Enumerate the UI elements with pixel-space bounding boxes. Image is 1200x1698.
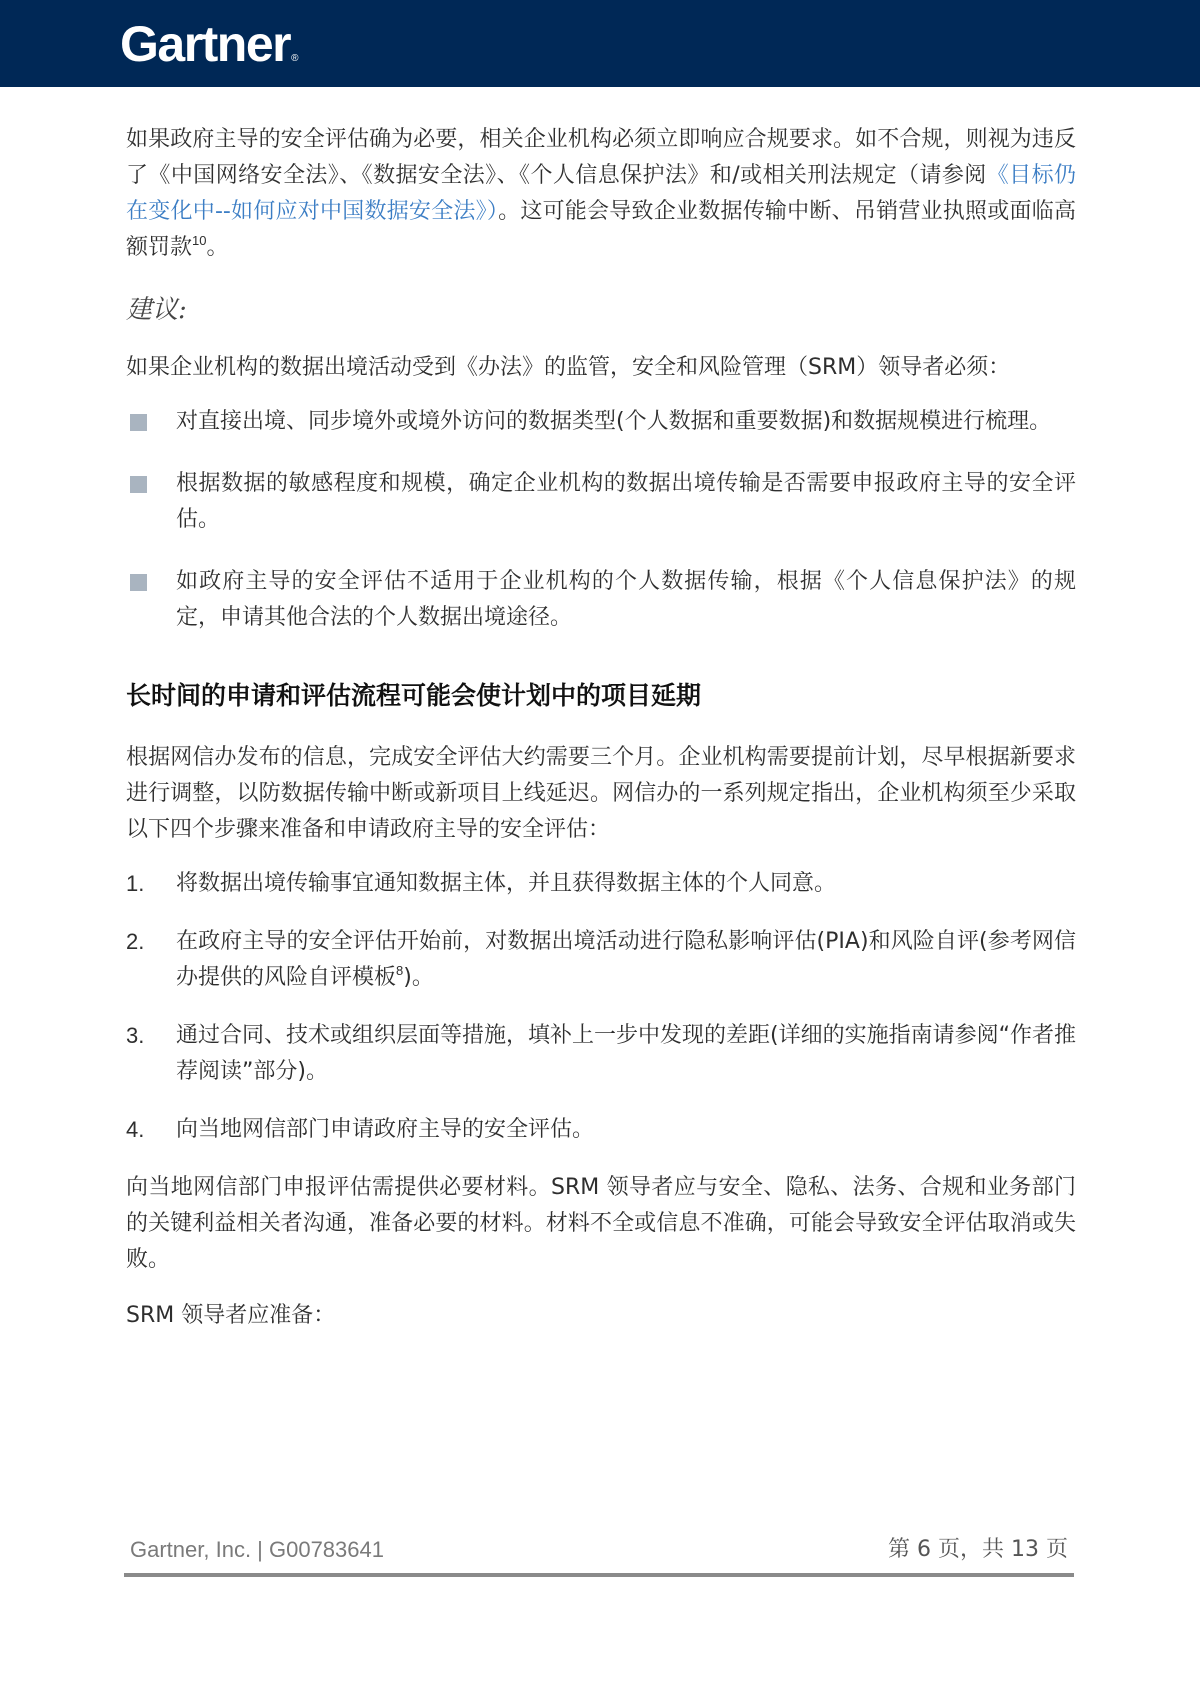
registered-mark-icon: ® <box>291 53 299 64</box>
footnote-ref[interactable]: 10 <box>192 233 207 248</box>
recommendations-intro: 如果企业机构的数据出境活动受到《办法》的监管，安全和风险管理（SRM）领导者必须： <box>126 355 1011 380</box>
logo-text: Gartner <box>120 16 291 72</box>
step-number: 1. <box>126 871 145 896</box>
page-number: 第 6 页，共 13 页 <box>888 1537 1068 1562</box>
list-item <box>126 1112 1076 1148</box>
list-item-text: 如政府主导的安全评估不适用于企业机构的个人数据传输，根据《个人信息保护法》的规定，申请其他合法的个人数据出境途径。 <box>176 569 1076 630</box>
step-text: 向当地网信部门申请政府主导的安全评估。 <box>176 1117 595 1142</box>
step-number: 2. <box>126 929 145 954</box>
gartner-logo <box>120 14 299 89</box>
recommendations-list <box>126 404 1076 636</box>
step-text: 在政府主导的安全评估开始前，对数据出境活动进行隐私影响评估(PIA)和风险自评(参考网信办提供的风险自评模板 <box>176 929 1076 990</box>
step-number: 4. <box>126 1117 145 1142</box>
page-footer <box>124 1527 1074 1577</box>
page-header <box>0 0 1200 87</box>
step-number: 3. <box>126 1023 145 1048</box>
intro-text-part1: 如果政府主导的安全评估确为必要，相关企业机构必须立即响应合规要求。如不合规，则视为违反了《中国网络安全法》、《数据安全法》、《个人信息保护法》和/或相关刑法规定（请参阅 <box>126 127 1076 188</box>
list-item <box>126 404 1076 440</box>
step-text-tail: )。 <box>403 965 434 990</box>
list-item <box>126 466 1076 538</box>
section-heading: 长时间的申请和评估流程可能会使计划中的项目延期 <box>126 681 702 710</box>
square-bullet-icon <box>130 574 147 591</box>
prepare-line: SRM 领导者应准备： <box>126 1303 336 1328</box>
intro-paragraph <box>126 122 1076 266</box>
document-body <box>126 122 1076 1334</box>
square-bullet-icon <box>130 476 147 493</box>
document-id: Gartner, Inc. | G00783641 <box>130 1537 384 1562</box>
step-text: 通过合同、技术或组织层面等措施，填补上一步中发现的差距(详细的实施指南请参阅“作者推荐阅读”部分)。 <box>176 1023 1076 1084</box>
section-intro: 根据网信办发布的信息，完成安全评估大约需要三个月。企业机构需要提前计划，尽早根据新要求进行调整，以防数据传输中断或新项目上线延迟。网信办的一系列规定指出，企业机构须至少采取以下四个步骤来准备和申请政府主导的安全评估： <box>126 745 1076 842</box>
list-item <box>126 924 1076 996</box>
intro-text-part2: 。这可能会导致企业数据传输中断、吊销营业执照或面临高额罚款 <box>126 199 1076 260</box>
list-item <box>126 866 1076 902</box>
intro-text-end: 。 <box>206 235 229 260</box>
list-item <box>126 564 1076 636</box>
list-item <box>126 1018 1076 1090</box>
reference-link[interactable]: 《目标仍在变化中--如何应对中国数据安全法》） <box>126 163 1076 224</box>
list-item-text: 根据数据的敏感程度和规模，确定企业机构的数据出境传输是否需要申报政府主导的安全评估。 <box>176 471 1076 532</box>
step-text: 将数据出境传输事宜通知数据主体，并且获得数据主体的个人同意。 <box>176 871 837 896</box>
square-bullet-icon <box>130 414 147 431</box>
materials-paragraph: 向当地网信部门申报评估需提供必要材料。SRM 领导者应与安全、隐私、法务、合规和业务部门的关键利益相关者沟通，准备必要的材料。材料不全或信息不准确，可能会导致安全评估取消或失败。 <box>126 1175 1076 1272</box>
steps-list <box>126 866 1076 1148</box>
recommendations-heading: 建议: <box>126 295 187 325</box>
footer-divider <box>124 1573 1074 1577</box>
footnote-ref[interactable]: 8 <box>396 963 404 978</box>
list-item-text: 对直接出境、同步境外或境外访问的数据类型(个人数据和重要数据)和数据规模进行梳理。 <box>176 409 1052 434</box>
